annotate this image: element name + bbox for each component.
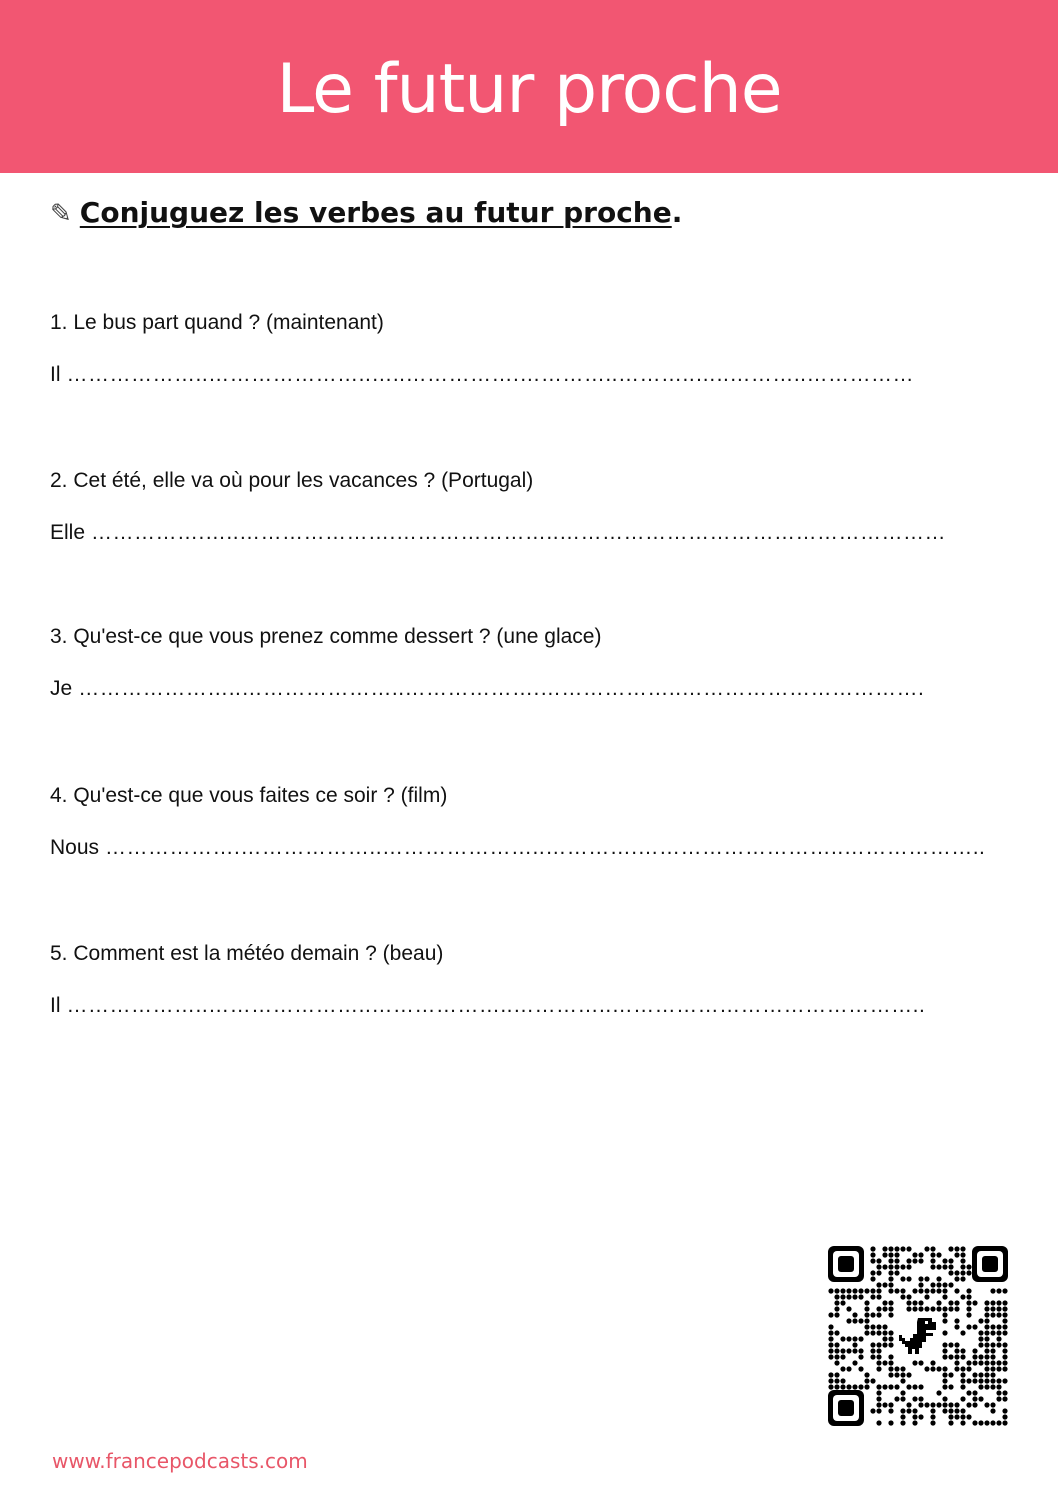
exercise-4 — [50, 783, 1010, 861]
qr-finder-top-right — [972, 1246, 1008, 1282]
footer-website-link[interactable]: www.francepodcasts.com — [52, 1449, 308, 1473]
answer-line[interactable] — [50, 520, 1010, 546]
answer-dots[interactable]: …………………..…………………..……………….………………..……………………………. — [78, 677, 925, 700]
answer-subject: Il — [50, 994, 61, 1017]
header-banner — [0, 0, 1058, 173]
answer-subject: Je — [50, 677, 73, 700]
question-text: 4. Qu'est-ce que vous faites ce soir ? (film) — [50, 784, 448, 807]
exercise-5 — [50, 941, 1010, 1019]
question-text: 2. Cet été, elle va où pour les vacances ? (Portugal) — [50, 469, 534, 492]
answer-dots[interactable]: ………………..…………………..…..…………….…………..………..…..………..…………… — [66, 363, 915, 386]
exercise-3 — [50, 624, 1010, 702]
answer-line[interactable] — [50, 676, 1010, 702]
answer-subject: Nous — [50, 836, 100, 859]
answer-line[interactable] — [50, 362, 1010, 388]
answer-line[interactable] — [50, 835, 1010, 861]
question-text: 1. Le bus part quand ? (maintenant) — [50, 311, 384, 334]
instruction — [50, 196, 682, 229]
qr-finder-top-left — [828, 1246, 864, 1282]
instruction-period: . — [671, 196, 683, 229]
instruction-text: Conjuguez les verbes au futur proche — [79, 196, 672, 229]
exercise-2 — [50, 468, 1010, 546]
question-text: 3. Qu'est-ce que vous prenez comme dessert ? (une glace) — [50, 625, 602, 648]
dinosaur-icon — [894, 1312, 940, 1356]
answer-subject: Il — [50, 363, 61, 386]
pencil-icon: ✎ — [50, 199, 72, 229]
answer-line[interactable] — [50, 993, 1010, 1019]
qr-code[interactable] — [828, 1246, 1008, 1426]
exercise-1 — [50, 310, 1010, 388]
page-title: Le futur proche — [276, 50, 782, 129]
answer-dots[interactable]: …………….…..………………….…………………..……………………………………………… — [91, 521, 947, 544]
question-text: 5. Comment est la météo demain ? (beau) — [50, 942, 444, 965]
answer-dots[interactable]: ……………….………………..…………………..………….………………………..……………….. — [105, 836, 986, 859]
answer-dots[interactable]: ………………..…………………..………………..…………..…………………………………….. — [66, 994, 926, 1017]
qr-finder-bottom-left — [828, 1390, 864, 1426]
answer-subject: Elle — [50, 521, 86, 544]
